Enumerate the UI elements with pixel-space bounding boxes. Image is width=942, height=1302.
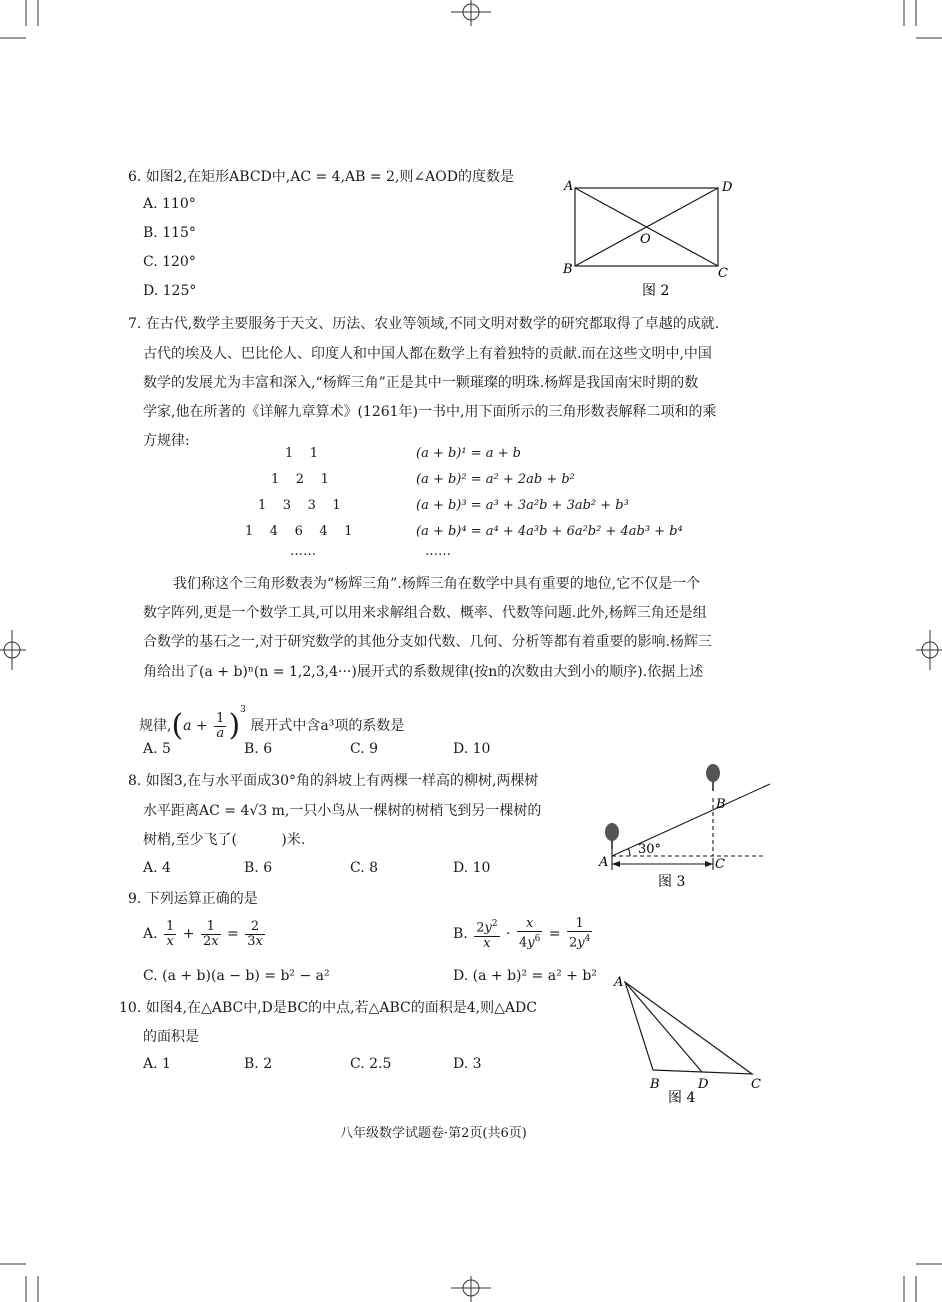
q7-question-line: 规律,(a + $\frac{1}{a}$ )$^3$ 展开式中含a³项的系数是 (139, 705, 405, 743)
triangle-row-1: 1 1 (285, 446, 319, 461)
expansion-1: (a + b)¹ = a + b (416, 446, 521, 461)
triangle-row-3: 1 3 3 1 (258, 498, 341, 513)
triangle-row-4: 1 4 6 4 1 (245, 524, 353, 539)
q10-label-b: B (650, 1077, 660, 1092)
q8-figure-caption: 图 3 (658, 874, 686, 890)
q10-label-a: A (614, 975, 624, 990)
q7-last-suffix: 展开式中含a³项的系数是 (250, 718, 405, 734)
page-footer: 八年级数学试题卷·第2页(共6页) (340, 1126, 527, 1141)
q7-line-2: 古代的埃及人、巴比伦人、印度人和中国人都在数学上有着独特的贡献.而在这些文明中,中国 (143, 346, 712, 362)
q10-line-1: 10. 如图4,在△ABC中,D是BC的中点,若△ABC的面积是4,则△ADC (119, 1000, 537, 1016)
one-over-a-fraction: $\frac{1}{a}$ (216, 710, 225, 741)
q6-option-d: D. 125° (143, 283, 197, 299)
triangle-row-5: …… (290, 544, 316, 559)
q8-option-b: B. 6 (244, 860, 273, 876)
q9-option-b: B. $\frac{2y^2}{x}$ · $\frac{x}{4y^6}$ = $\frac{1}{2y^4}$ (453, 916, 591, 951)
q10-line-2: 的面积是 (143, 1029, 199, 1045)
expansion-3: (a + b)³ = a³ + 3a²b + 3ab² + b³ (416, 498, 629, 513)
q8-line-3: 树梢,至少飞了( )米. (143, 832, 306, 848)
q7-line-3: 数学的发展尤为丰富和深入,“杨辉三角”正是其中一颗璀璨的明珠.杨辉是我国南宋时期的数 (143, 375, 699, 391)
triangle-row-2: 1 2 1 (271, 472, 329, 487)
q6-option-c: C. 120° (143, 254, 196, 270)
q6-label-d: D (722, 180, 733, 195)
q6-label-c: C (718, 266, 728, 281)
q10-option-b: B. 2 (244, 1056, 273, 1072)
left-paren: ( (171, 708, 184, 743)
q8-angle: 30° (638, 842, 662, 857)
q6-label-o: O (640, 232, 651, 247)
q7-para-3: 合数学的基石之一,对于研究数学的其他分支如代数、几何、分析等都有着重要的影响.杨辉三 (143, 634, 712, 650)
q8-label-b: B (716, 797, 726, 812)
q7-last-prefix: 规律, (139, 718, 172, 734)
tree-icon (706, 764, 720, 791)
q8-figure-slope (598, 762, 778, 892)
right-paren: ) (228, 708, 241, 743)
q7-option-c: C. 9 (350, 741, 379, 757)
q7-para-4: 角给出了(a + b)ⁿ(n = 1,2,3,4···)展开式的系数规律(按n的次数由大到小的顺序).依据上述 (143, 664, 704, 680)
q8-line-2: 水平距离AC = 4√3 m,一只小鸟从一棵树的树梢飞到另一棵树的 (143, 803, 542, 819)
q10-figure-caption: 图 4 (668, 1090, 696, 1106)
q9-option-a: A. $\frac{1}{x}$ + $\frac{1}{2x}$ = $\frac{2}{3x}$ (143, 918, 263, 949)
expansion-5: …… (425, 544, 451, 559)
q9-option-c: C. (a + b)(a − b) = b² − a² (143, 968, 330, 984)
q7-para-2: 数字阵列,更是一个数学工具,可以用来求解组合数、概率、代数等问题.此外,杨辉三角还是组 (143, 605, 707, 621)
q7-option-d: D. 10 (453, 741, 491, 757)
q7-option-b: B. 6 (244, 741, 273, 757)
q8-option-c: C. 8 (350, 860, 379, 876)
q10-option-d: D. 3 (453, 1056, 482, 1072)
expansion-2: (a + b)² = a² + 2ab + b² (416, 472, 575, 487)
tree-icon (605, 823, 619, 849)
q7-line-5: 方规律: (143, 433, 190, 449)
q10-label-d: D (698, 1077, 709, 1092)
q9-option-d: D. (a + b)² = a² + b² (453, 968, 597, 984)
q6-figure-caption: 图 2 (642, 283, 670, 299)
q10-option-a: A. 1 (143, 1056, 171, 1072)
q6-option-a: A. 110° (143, 196, 196, 212)
q6-option-b: B. 115° (143, 225, 196, 241)
q8-line-1: 8. 如图3,在与水平面成30°角的斜坡上有两棵一样高的柳树,两棵树 (128, 773, 539, 789)
q10-option-c: C. 2.5 (350, 1056, 392, 1072)
q7-line-1: 7. 在古代,数学主要服务于天文、历法、农业等领域,不同文明对数学的研究都取得了卓越的成就. (128, 316, 720, 332)
q8-label-c: C (715, 857, 725, 872)
q10-label-c: C (751, 1077, 761, 1092)
q8-label-a: A (599, 855, 609, 870)
q7-line-4: 学家,他在所著的《详解九章算术》(1261年)一书中,用下面所示的三角形数表解释二项和的乘 (143, 404, 717, 420)
q10-figure-triangle (610, 970, 770, 1110)
expansion-4: (a + b)⁴ = a⁴ + 4a³b + 6a²b² + 4ab³ + b⁴ (416, 524, 683, 539)
var-a: a (183, 718, 192, 734)
q8-option-d: D. 10 (453, 860, 491, 876)
q6-label-a: A (564, 179, 574, 194)
q6-stem: 6. 如图2,在矩形ABCD中,AC = 4,AB = 2,则∠AOD的度数是 (128, 169, 514, 185)
q7-para-1: 我们称这个三角形数表为“杨辉三角”.杨辉三角在数学中具有重要的地位,它不仅是一个 (173, 576, 701, 592)
q9-stem: 9. 下列运算正确的是 (128, 891, 258, 907)
q7-option-a: A. 5 (143, 741, 171, 757)
q8-option-a: A. 4 (143, 860, 171, 876)
q6-label-b: B (563, 262, 573, 277)
q6-figure-rectangle (560, 172, 760, 312)
